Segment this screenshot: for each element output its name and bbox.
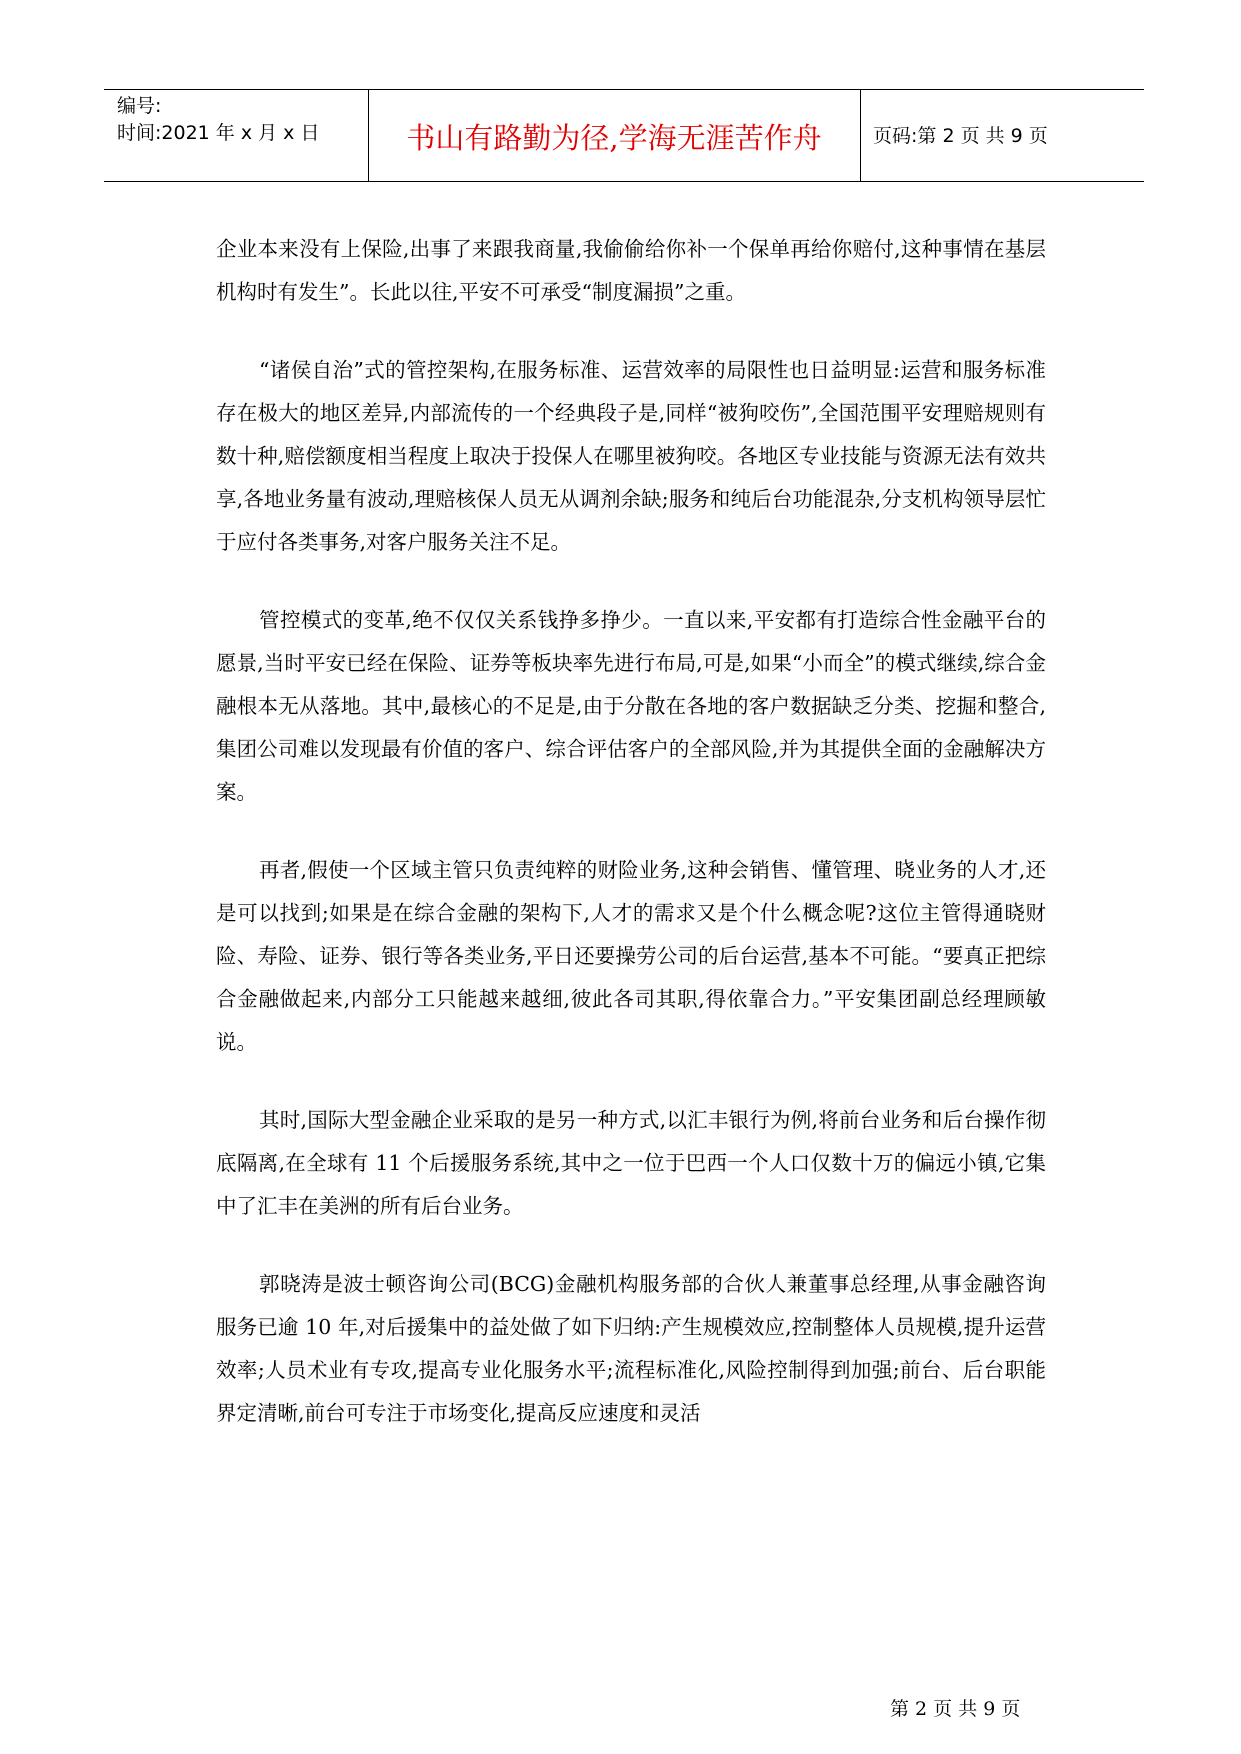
footer-page-number: 第 2 页 共 9 页: [890, 1698, 1021, 1720]
header-divider-left: [368, 89, 369, 181]
paragraph-1: 企业本来没有上保险,出事了来跟我商量,我偷偷给你补一个保单再给你赔付,这种事情在基层机构时有发生”。长此以往,平安不可承受“制度漏损”之重。: [216, 237, 1046, 304]
paragraph-6: 郭晓涛是波士顿咨询公司(BCG)金融机构服务部的合伙人兼董事总经理,从事金融咨询服务已逾 10 年,对后援集中的益处做了如下归纳:产生规模效应,控制整体人员规模,提升运营效率;人员术业有专攻,提高专业化服务水平;流程标准化,风险控制得到加强;前台、后台职能界定清晰,前台可专注于市场变化,提高反应速度和灵活: [216, 1272, 1046, 1425]
header-bottom-rule: [104, 181, 1144, 182]
document-number-label: 编号:: [117, 95, 162, 117]
header-page-indicator: 页码:第 2 页 共 9 页: [873, 125, 1048, 147]
header-divider-right: [860, 89, 861, 181]
document-body: [216, 228, 1046, 1470]
header-motto: 书山有路勤为径,学海无涯苦作舟: [406, 121, 822, 155]
paragraph-2: “诸侯自治”式的管控架构,在服务标准、运营效率的局限性也日益明显:运营和服务标准存在极大的地区差异,内部流传的一个经典段子是,同样“被狗咬伤”,全国范围平安理赔规则有数十种,赔偿额度相当程度上取决于投保人在哪里被狗咬。各地区专业技能与资源无法有效共享,各地业务量有波动,理赔核保人员无从调剂余缺;服务和纯后台功能混杂,分支机构领导层忙于应付各类事务,对客户服务关注不足。: [216, 358, 1046, 554]
paragraph-3: 管控模式的变革,绝不仅仅关系钱挣多挣少。一直以来,平安都有打造综合性金融平台的愿景,当时平安已经在保险、证券等板块率先进行布局,可是,如果“小而全”的模式继续,综合金融根本无从落地。其中,最核心的不足是,由于分散在各地的客户数据缺乏分类、挖掘和整合,集团公司难以发现最有价值的客户、综合评估客户的全部风险,并为其提供全面的金融解决方案。: [216, 608, 1046, 804]
document-time-label: 时间:2021 年 x 月 x 日: [117, 122, 320, 144]
paragraph-5: 其时,国际大型金融企业采取的是另一种方式,以汇丰银行为例,将前台业务和后台操作彻底隔离,在全球有 11 个后援服务系统,其中之一位于巴西一个人口仅数十万的偏远小镇,它集中了汇丰在美洲的所有后台业务。: [216, 1108, 1046, 1218]
paragraph-4: 再者,假使一个区域主管只负责纯粹的财险业务,这种会销售、懂管理、晓业务的人才,还是可以找到;如果是在综合金融的架构下,人才的需求又是个什么概念呢?这位主管得通晓财险、寿险、证券、银行等各类业务,平日还要操劳公司的后台运营,基本不可能。“要真正把综合金融做起来,内部分工只能越来越细,彼此各司其职,得依靠合力。”平安集团副总经理顾敏说。: [216, 858, 1046, 1054]
header-top-rule: [104, 89, 1144, 90]
